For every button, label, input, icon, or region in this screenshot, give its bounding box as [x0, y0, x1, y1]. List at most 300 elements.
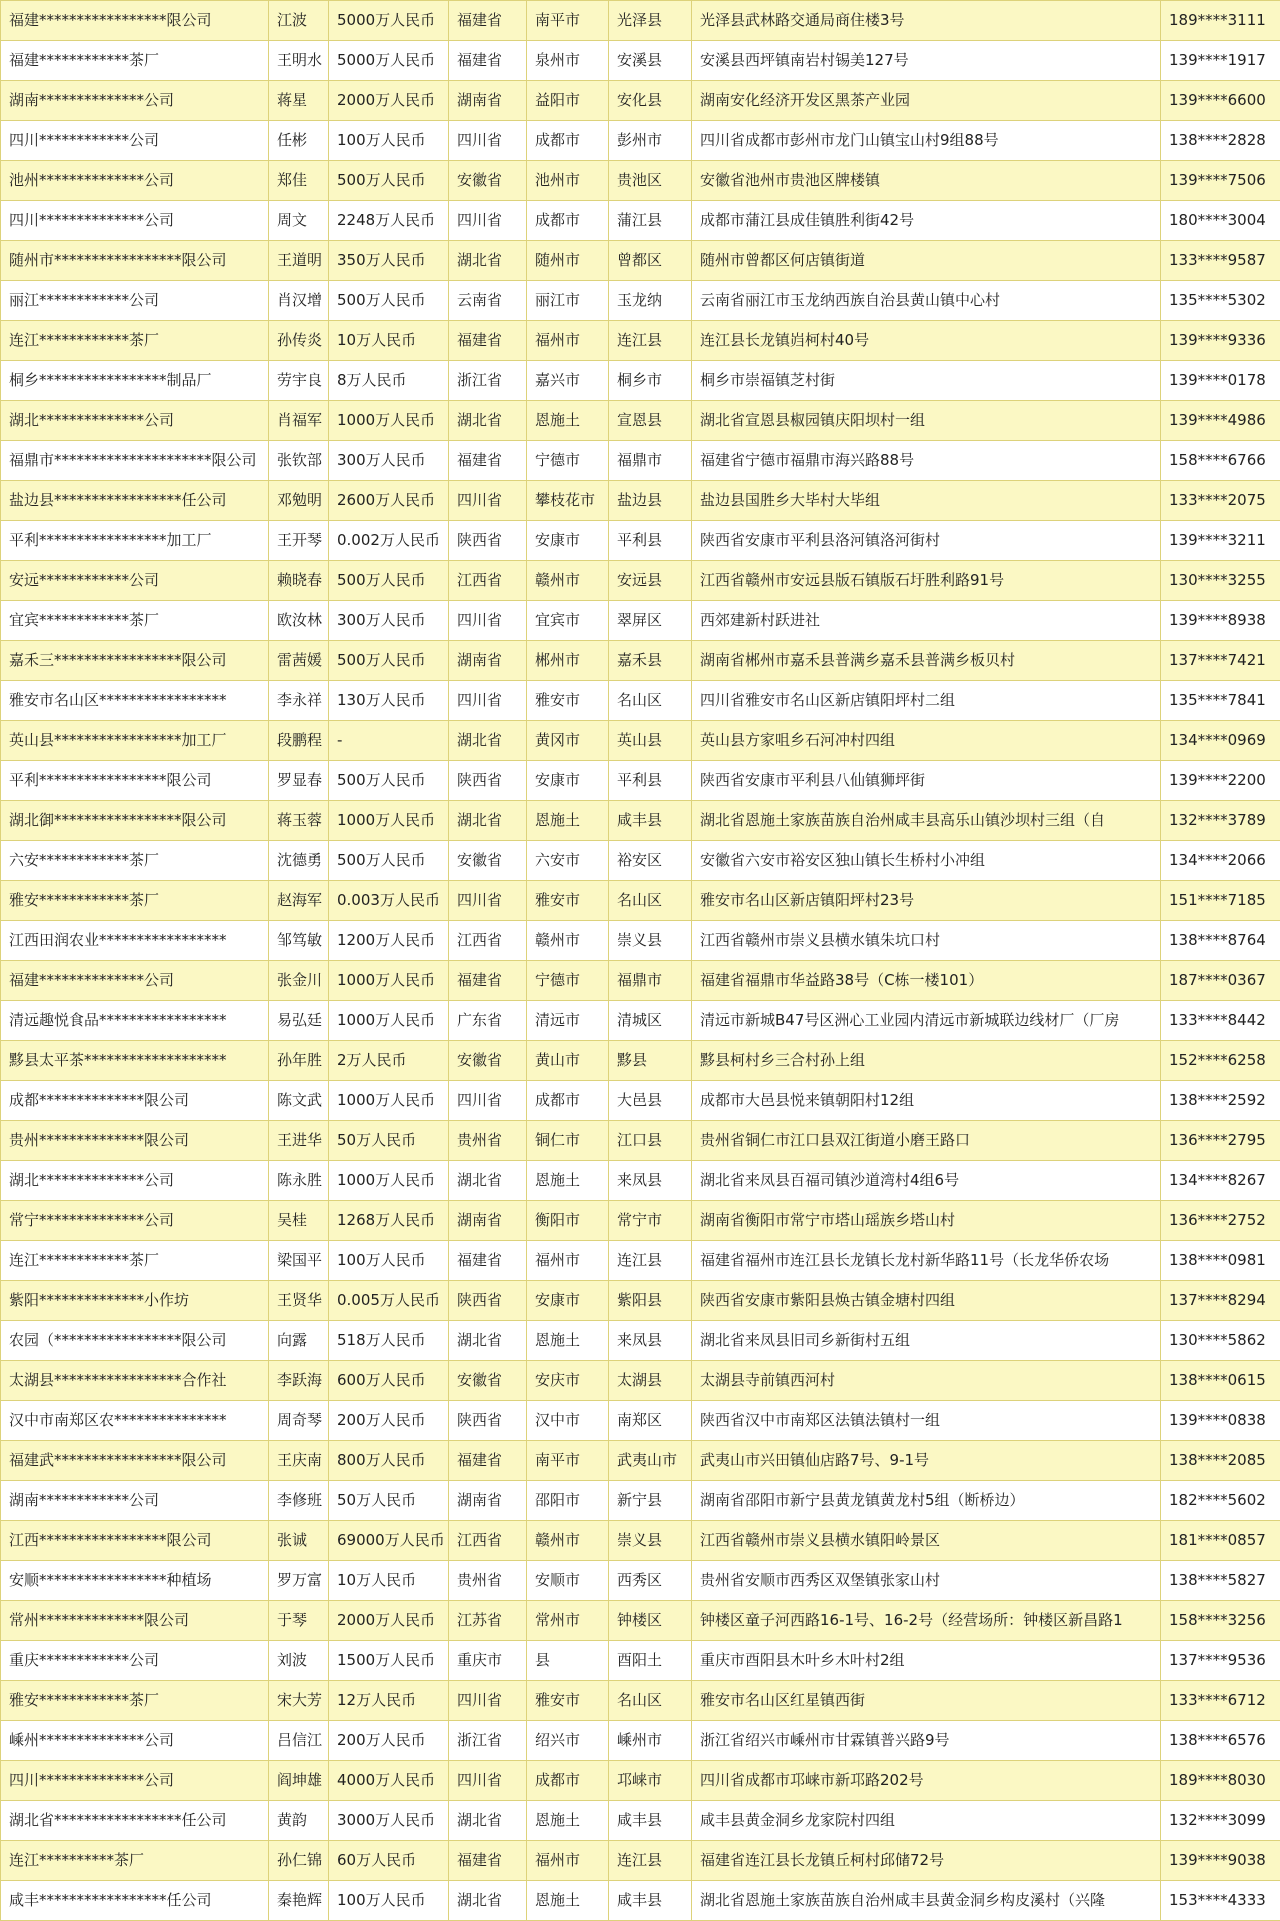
province-cell: 湖北省: [449, 1881, 527, 1921]
address-cell: 贵州省铜仁市江口县双江街道小磨王路口: [692, 1121, 1161, 1161]
address-cell: 安徽省池州市贵池区牌楼镇: [692, 161, 1161, 201]
capital-cell: 50万人民币: [329, 1121, 449, 1161]
capital-cell: 0.005万人民币: [329, 1281, 449, 1321]
city-cell: 恩施土: [527, 1161, 609, 1201]
company-cell: 平利*****************限公司: [1, 761, 269, 801]
phone-cell: 134****8267: [1161, 1161, 1280, 1201]
company-cell: 福建*****************限公司: [1, 1, 269, 41]
province-cell: 湖北省: [449, 1321, 527, 1361]
table-row: [1, 841, 1280, 881]
county-cell: 邛崃市: [609, 1761, 692, 1801]
county-cell: 名山区: [609, 1681, 692, 1721]
province-cell: 江西省: [449, 561, 527, 601]
province-cell: 安徽省: [449, 1361, 527, 1401]
capital-cell: 500万人民币: [329, 641, 449, 681]
company-cell: 福鼎市*********************限公司: [1, 441, 269, 481]
contact-cell: 孙仁锦: [269, 1841, 329, 1881]
city-cell: 赣州市: [527, 1521, 609, 1561]
company-cell: 黟县太平茶*******************: [1, 1041, 269, 1081]
address-cell: 浙江省绍兴市嵊州市甘霖镇普兴路9号: [692, 1721, 1161, 1761]
table-row: [1, 1761, 1280, 1801]
county-cell: 彭州市: [609, 121, 692, 161]
contact-cell: 吕信江: [269, 1721, 329, 1761]
capital-cell: 12万人民币: [329, 1681, 449, 1721]
table-row: [1, 1361, 1280, 1401]
table-row: [1, 441, 1280, 481]
contact-cell: 罗万富: [269, 1561, 329, 1601]
phone-cell: 139****2200: [1161, 761, 1280, 801]
company-cell: 平利*****************加工厂: [1, 521, 269, 561]
phone-cell: 134****0969: [1161, 721, 1280, 761]
table-row: [1, 961, 1280, 1001]
table-row: [1, 561, 1280, 601]
city-cell: 恩施土: [527, 1801, 609, 1841]
table-row: [1, 1401, 1280, 1441]
capital-cell: 200万人民币: [329, 1721, 449, 1761]
phone-cell: 139****4986: [1161, 401, 1280, 441]
county-cell: 武夷山市: [609, 1441, 692, 1481]
capital-cell: 600万人民币: [329, 1361, 449, 1401]
contact-cell: 李永祥: [269, 681, 329, 721]
phone-cell: 137****7421: [1161, 641, 1280, 681]
city-cell: 南平市: [527, 1, 609, 41]
address-cell: 成都市大邑县悦来镇朝阳村12组: [692, 1081, 1161, 1121]
company-cell: 太湖县*****************合作社: [1, 1361, 269, 1401]
company-cell: 四川**************公司: [1, 1761, 269, 1801]
address-cell: 福建省连江县长龙镇丘柯村邱储72号: [692, 1841, 1161, 1881]
city-cell: 恩施土: [527, 401, 609, 441]
capital-cell: 2600万人民币: [329, 481, 449, 521]
phone-cell: 182****5602: [1161, 1481, 1280, 1521]
table-row: [1, 1841, 1280, 1881]
table-row: [1, 1, 1280, 41]
phone-cell: 139****9038: [1161, 1841, 1280, 1881]
company-cell: 安远************公司: [1, 561, 269, 601]
county-cell: 来凤县: [609, 1321, 692, 1361]
address-cell: 陕西省安康市平利县八仙镇狮坪街: [692, 761, 1161, 801]
company-cell: 汉中市南郑区农***************: [1, 1401, 269, 1441]
capital-cell: 1000万人民币: [329, 1001, 449, 1041]
city-cell: 恩施土: [527, 1881, 609, 1921]
city-cell: 南平市: [527, 1441, 609, 1481]
city-cell: 成都市: [527, 1081, 609, 1121]
county-cell: 钟楼区: [609, 1601, 692, 1641]
address-cell: 四川省雅安市名山区新店镇阳坪村二组: [692, 681, 1161, 721]
province-cell: 浙江省: [449, 1721, 527, 1761]
city-cell: 赣州市: [527, 921, 609, 961]
capital-cell: 518万人民币: [329, 1321, 449, 1361]
county-cell: 贵池区: [609, 161, 692, 201]
phone-cell: 136****2752: [1161, 1201, 1280, 1241]
contact-cell: 罗显春: [269, 761, 329, 801]
address-cell: 安溪县西坪镇南岩村锡美127号: [692, 41, 1161, 81]
table-row: [1, 401, 1280, 441]
city-cell: 嘉兴市: [527, 361, 609, 401]
company-cell: 雅安************茶厂: [1, 1681, 269, 1721]
company-cell: 池州**************公司: [1, 161, 269, 201]
table-row: [1, 641, 1280, 681]
company-cell: 连江**********茶厂: [1, 1841, 269, 1881]
company-cell: 盐边县*****************任公司: [1, 481, 269, 521]
phone-cell: 136****2795: [1161, 1121, 1280, 1161]
county-cell: 黟县: [609, 1041, 692, 1081]
phone-cell: 130****5862: [1161, 1321, 1280, 1361]
table-row: [1, 1801, 1280, 1841]
phone-cell: 153****4333: [1161, 1881, 1280, 1921]
capital-cell: 5000万人民币: [329, 41, 449, 81]
contact-cell: 于琴: [269, 1601, 329, 1641]
contact-cell: 刘波: [269, 1641, 329, 1681]
phone-cell: 135****7841: [1161, 681, 1280, 721]
city-cell: 邵阳市: [527, 1481, 609, 1521]
county-cell: 连江县: [609, 1841, 692, 1881]
county-cell: 嵊州市: [609, 1721, 692, 1761]
city-cell: 铜仁市: [527, 1121, 609, 1161]
county-cell: 咸丰县: [609, 801, 692, 841]
table-row: [1, 281, 1280, 321]
county-cell: 名山区: [609, 881, 692, 921]
address-cell: 云南省丽江市玉龙纳西族自治县黄山镇中心村: [692, 281, 1161, 321]
capital-cell: 200万人民币: [329, 1401, 449, 1441]
address-cell: 湖北省来凤县旧司乡新街村五组: [692, 1321, 1161, 1361]
city-cell: 安顺市: [527, 1561, 609, 1601]
company-cell: 湖北省*****************任公司: [1, 1801, 269, 1841]
contact-cell: 王进华: [269, 1121, 329, 1161]
city-cell: 黄冈市: [527, 721, 609, 761]
city-cell: 绍兴市: [527, 1721, 609, 1761]
province-cell: 四川省: [449, 121, 527, 161]
county-cell: 江口县: [609, 1121, 692, 1161]
contact-cell: 陈永胜: [269, 1161, 329, 1201]
contact-cell: 周奇琴: [269, 1401, 329, 1441]
phone-cell: 137****9536: [1161, 1641, 1280, 1681]
capital-cell: 500万人民币: [329, 161, 449, 201]
capital-cell: 60万人民币: [329, 1841, 449, 1881]
capital-cell: 0.003万人民币: [329, 881, 449, 921]
city-cell: 丽江市: [527, 281, 609, 321]
table-row: [1, 241, 1280, 281]
city-cell: 宁德市: [527, 441, 609, 481]
company-cell: 咸丰*****************任公司: [1, 1881, 269, 1921]
address-cell: 安徽省六安市裕安区独山镇长生桥村小冲组: [692, 841, 1161, 881]
address-cell: 英山县方家咀乡石河冲村四组: [692, 721, 1161, 761]
province-cell: 四川省: [449, 881, 527, 921]
table-row: [1, 921, 1280, 961]
capital-cell: 3000万人民币: [329, 1801, 449, 1841]
province-cell: 安徽省: [449, 161, 527, 201]
capital-cell: 1000万人民币: [329, 1161, 449, 1201]
company-cell: 福建武*****************限公司: [1, 1441, 269, 1481]
province-cell: 贵州省: [449, 1121, 527, 1161]
company-cell: 福建**************公司: [1, 961, 269, 1001]
address-cell: 光泽县武林路交通局商住楼3号: [692, 1, 1161, 41]
capital-cell: 500万人民币: [329, 561, 449, 601]
address-cell: 成都市蒲江县成佳镇胜利街42号: [692, 201, 1161, 241]
table-row: [1, 761, 1280, 801]
city-cell: 衡阳市: [527, 1201, 609, 1241]
phone-cell: 138****2828: [1161, 121, 1280, 161]
county-cell: 西秀区: [609, 1561, 692, 1601]
contact-cell: 沈德勇: [269, 841, 329, 881]
phone-cell: 187****0367: [1161, 961, 1280, 1001]
county-cell: 安远县: [609, 561, 692, 601]
province-cell: 湖北省: [449, 1161, 527, 1201]
city-cell: 郴州市: [527, 641, 609, 681]
province-cell: 广东省: [449, 1001, 527, 1041]
province-cell: 江西省: [449, 921, 527, 961]
table-row: [1, 1001, 1280, 1041]
company-cell: 江西*****************限公司: [1, 1521, 269, 1561]
table-row: [1, 1681, 1280, 1721]
address-cell: 武夷山市兴田镇仙店路7号、9-1号: [692, 1441, 1161, 1481]
company-cell: 雅安************茶厂: [1, 881, 269, 921]
company-cell: 清远趣悦食品*****************: [1, 1001, 269, 1041]
table-row: [1, 1601, 1280, 1641]
capital-cell: 69000万人民币: [329, 1521, 449, 1561]
company-cell: 常宁**************公司: [1, 1201, 269, 1241]
province-cell: 陕西省: [449, 521, 527, 561]
capital-cell: 1000万人民币: [329, 1081, 449, 1121]
county-cell: 安化县: [609, 81, 692, 121]
company-cell: 重庆************公司: [1, 1641, 269, 1681]
phone-cell: 138****6576: [1161, 1721, 1280, 1761]
city-cell: 福州市: [527, 1841, 609, 1881]
company-cell: 湖南**************公司: [1, 81, 269, 121]
table-row: [1, 1201, 1280, 1241]
company-cell: 贵州**************限公司: [1, 1121, 269, 1161]
contact-cell: 王明水: [269, 41, 329, 81]
address-cell: 贵州省安顺市西秀区双堡镇张家山村: [692, 1561, 1161, 1601]
capital-cell: 8万人民币: [329, 361, 449, 401]
address-cell: 随州市曾都区何店镇街道: [692, 241, 1161, 281]
capital-cell: 100万人民币: [329, 121, 449, 161]
address-cell: 太湖县寺前镇西河村: [692, 1361, 1161, 1401]
contact-cell: 邹笃敏: [269, 921, 329, 961]
address-cell: 盐边县国胜乡大毕村大毕组: [692, 481, 1161, 521]
city-cell: 安康市: [527, 1281, 609, 1321]
table-row: [1, 1881, 1280, 1921]
contact-cell: 肖福军: [269, 401, 329, 441]
table-row: [1, 601, 1280, 641]
city-cell: 清远市: [527, 1001, 609, 1041]
table-row: [1, 1521, 1280, 1561]
phone-cell: 135****5302: [1161, 281, 1280, 321]
address-cell: 陕西省汉中市南郑区法镇法镇村一组: [692, 1401, 1161, 1441]
capital-cell: 4000万人民币: [329, 1761, 449, 1801]
phone-cell: 139****6600: [1161, 81, 1280, 121]
contact-cell: 孙年胜: [269, 1041, 329, 1081]
phone-cell: 133****8442: [1161, 1001, 1280, 1041]
capital-cell: 1000万人民币: [329, 401, 449, 441]
contact-cell: 周文: [269, 201, 329, 241]
contact-cell: 陈文武: [269, 1081, 329, 1121]
address-cell: 西郊建新村跃进社: [692, 601, 1161, 641]
contact-cell: 李修班: [269, 1481, 329, 1521]
city-cell: 县: [527, 1641, 609, 1681]
address-cell: 钟楼区童子河西路16-1号、16-2号（经营场所：钟楼区新昌路1: [692, 1601, 1161, 1641]
province-cell: 福建省: [449, 1841, 527, 1881]
contact-cell: 梁国平: [269, 1241, 329, 1281]
contact-cell: 向露: [269, 1321, 329, 1361]
phone-cell: 189****8030: [1161, 1761, 1280, 1801]
county-cell: 平利县: [609, 761, 692, 801]
county-cell: 紫阳县: [609, 1281, 692, 1321]
city-cell: 宜宾市: [527, 601, 609, 641]
county-cell: 南郑区: [609, 1401, 692, 1441]
table-row: [1, 681, 1280, 721]
capital-cell: 10万人民币: [329, 1561, 449, 1601]
capital-cell: 500万人民币: [329, 761, 449, 801]
address-cell: 黟县柯村乡三合村孙上组: [692, 1041, 1161, 1081]
county-cell: 大邑县: [609, 1081, 692, 1121]
city-cell: 赣州市: [527, 561, 609, 601]
city-cell: 池州市: [527, 161, 609, 201]
phone-cell: 138****8764: [1161, 921, 1280, 961]
capital-cell: -: [329, 721, 449, 761]
table-row: [1, 361, 1280, 401]
address-cell: 湖南省郴州市嘉禾县普满乡嘉禾县普满乡板贝村: [692, 641, 1161, 681]
contact-cell: 段鹏程: [269, 721, 329, 761]
table-row: [1, 1321, 1280, 1361]
contact-cell: 王开琴: [269, 521, 329, 561]
address-cell: 江西省赣州市崇义县横水镇阳岭景区: [692, 1521, 1161, 1561]
phone-cell: 133****2075: [1161, 481, 1280, 521]
address-cell: 江西省赣州市安远县版石镇版石圩胜利路91号: [692, 561, 1161, 601]
address-cell: 福建省宁德市福鼎市海兴路88号: [692, 441, 1161, 481]
province-cell: 贵州省: [449, 1561, 527, 1601]
county-cell: 酉阳土: [609, 1641, 692, 1681]
phone-cell: 132****3099: [1161, 1801, 1280, 1841]
city-cell: 成都市: [527, 201, 609, 241]
contact-cell: 李跃海: [269, 1361, 329, 1401]
address-cell: 陕西省安康市平利县洛河镇洛河街村: [692, 521, 1161, 561]
province-cell: 湖南省: [449, 1481, 527, 1521]
company-cell: 桐乡*****************制品厂: [1, 361, 269, 401]
province-cell: 湖北省: [449, 241, 527, 281]
contact-cell: 王贤华: [269, 1281, 329, 1321]
contact-cell: 欧汝林: [269, 601, 329, 641]
phone-cell: 139****7506: [1161, 161, 1280, 201]
capital-cell: 1200万人民币: [329, 921, 449, 961]
company-cell: 雅安市名山区*****************: [1, 681, 269, 721]
county-cell: 曾都区: [609, 241, 692, 281]
contact-cell: 张金川: [269, 961, 329, 1001]
table-row: [1, 321, 1280, 361]
county-cell: 清城区: [609, 1001, 692, 1041]
address-cell: 重庆市酉阳县木叶乡木叶村2组: [692, 1641, 1161, 1681]
contact-cell: 邓勉明: [269, 481, 329, 521]
province-cell: 安徽省: [449, 1041, 527, 1081]
phone-cell: 158****6766: [1161, 441, 1280, 481]
company-cell: 紫阳**************小作坊: [1, 1281, 269, 1321]
city-cell: 安康市: [527, 521, 609, 561]
address-cell: 湖北省恩施土家族苗族自治州咸丰县高乐山镇沙坝村三组（自: [692, 801, 1161, 841]
city-cell: 泉州市: [527, 41, 609, 81]
capital-cell: 300万人民币: [329, 601, 449, 641]
contact-cell: 张钦部: [269, 441, 329, 481]
company-cell: 成都**************限公司: [1, 1081, 269, 1121]
city-cell: 随州市: [527, 241, 609, 281]
contact-cell: 易弘廷: [269, 1001, 329, 1041]
contact-cell: 肖汉增: [269, 281, 329, 321]
capital-cell: 300万人民币: [329, 441, 449, 481]
contact-cell: 张诚: [269, 1521, 329, 1561]
capital-cell: 350万人民币: [329, 241, 449, 281]
city-cell: 汉中市: [527, 1401, 609, 1441]
contact-cell: 蒋玉蓉: [269, 801, 329, 841]
province-cell: 四川省: [449, 1681, 527, 1721]
capital-cell: 100万人民币: [329, 1881, 449, 1921]
county-cell: 玉龙纳: [609, 281, 692, 321]
contact-cell: 雷茜媛: [269, 641, 329, 681]
city-cell: 福州市: [527, 321, 609, 361]
phone-cell: 158****3256: [1161, 1601, 1280, 1641]
table-row: [1, 521, 1280, 561]
capital-cell: 500万人民币: [329, 281, 449, 321]
county-cell: 裕安区: [609, 841, 692, 881]
company-cell: 安顺*****************种植场: [1, 1561, 269, 1601]
province-cell: 安徽省: [449, 841, 527, 881]
address-cell: 雅安市名山区红星镇西街: [692, 1681, 1161, 1721]
phone-cell: 139****3211: [1161, 521, 1280, 561]
county-cell: 嘉禾县: [609, 641, 692, 681]
province-cell: 福建省: [449, 1241, 527, 1281]
table-row: [1, 1481, 1280, 1521]
table-row: [1, 1441, 1280, 1481]
province-cell: 湖南省: [449, 1201, 527, 1241]
address-cell: 咸丰县黄金洞乡龙家院村四组: [692, 1801, 1161, 1841]
contact-cell: 赵海军: [269, 881, 329, 921]
contact-cell: 宋大芳: [269, 1681, 329, 1721]
county-cell: 来凤县: [609, 1161, 692, 1201]
table-row: [1, 1721, 1280, 1761]
county-cell: 连江县: [609, 1241, 692, 1281]
company-cell: 嘉禾三*****************限公司: [1, 641, 269, 681]
county-cell: 常宁市: [609, 1201, 692, 1241]
phone-cell: 137****8294: [1161, 1281, 1280, 1321]
province-cell: 云南省: [449, 281, 527, 321]
company-cell: 江西田润农业*****************: [1, 921, 269, 961]
province-cell: 福建省: [449, 1, 527, 41]
province-cell: 四川省: [449, 201, 527, 241]
province-cell: 四川省: [449, 1081, 527, 1121]
city-cell: 恩施土: [527, 1321, 609, 1361]
province-cell: 四川省: [449, 601, 527, 641]
county-cell: 太湖县: [609, 1361, 692, 1401]
city-cell: 六安市: [527, 841, 609, 881]
address-cell: 湖南省衡阳市常宁市塔山瑶族乡塔山村: [692, 1201, 1161, 1241]
company-cell: 常州**************限公司: [1, 1601, 269, 1641]
city-cell: 雅安市: [527, 881, 609, 921]
phone-cell: 139****9336: [1161, 321, 1280, 361]
phone-cell: 138****2085: [1161, 1441, 1280, 1481]
province-cell: 湖南省: [449, 81, 527, 121]
county-cell: 光泽县: [609, 1, 692, 41]
company-cell: 嵊州**************公司: [1, 1721, 269, 1761]
city-cell: 成都市: [527, 121, 609, 161]
company-cell: 宜宾************茶厂: [1, 601, 269, 641]
address-cell: 雅安市名山区新店镇阳坪村23号: [692, 881, 1161, 921]
address-cell: 清远市新城B47号区洲心工业园内清远市新城联边线材厂（厂房: [692, 1001, 1161, 1041]
phone-cell: 139****0178: [1161, 361, 1280, 401]
phone-cell: 139****8938: [1161, 601, 1280, 641]
address-cell: 连江县长龙镇岿柯村40号: [692, 321, 1161, 361]
address-cell: 湖北省宣恩县椒园镇庆阳坝村一组: [692, 401, 1161, 441]
city-cell: 雅安市: [527, 681, 609, 721]
capital-cell: 100万人民币: [329, 1241, 449, 1281]
capital-cell: 1000万人民币: [329, 961, 449, 1001]
table-row: [1, 1561, 1280, 1601]
